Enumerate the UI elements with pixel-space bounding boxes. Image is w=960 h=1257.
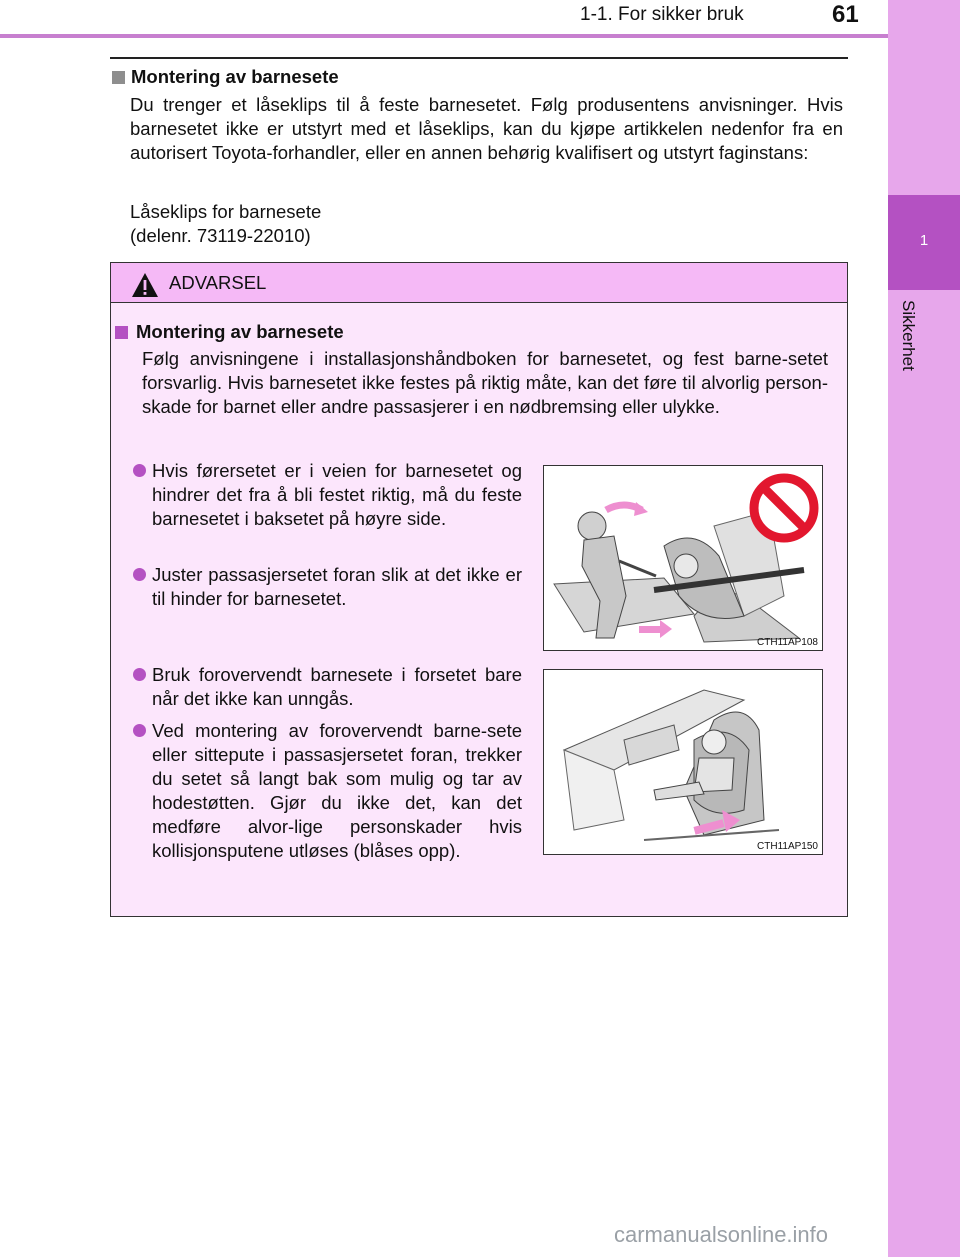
warning-box — [110, 262, 848, 917]
part-name: Låseklips for barnesete — [130, 201, 322, 222]
round-bullet-icon — [133, 724, 146, 737]
chapter-label-text: Sikkerhet — [899, 300, 918, 371]
watermark: carmanualsonline.info — [614, 1222, 829, 1247]
header-rule — [0, 34, 888, 38]
figure-rear-facing-seat — [543, 465, 823, 651]
intro-paragraph: Du trenger et låseklips til å feste barnesetet. Følg produsentens anvisninger. Hvis barnesetet ikke er utstyrt med et låseklips, kan du kjøpe artikkelen nedenfor fra en autorisert Toyota-forhandler, eller en annen behørig kvalifisert og utstyrt faginstans: — [130, 94, 843, 163]
chapter-tab-strip — [888, 0, 960, 1257]
intro-heading-text: Montering av barnesete — [131, 66, 339, 87]
warning-triangle-icon — [131, 272, 159, 298]
square-bullet-icon — [112, 71, 125, 84]
section-title: 1-1. For sikker bruk — [580, 4, 744, 25]
figure-code: CTH11AP108 — [757, 637, 818, 648]
warning-bullet-text: Hvis førersetet er i veien for barnesetet og hindrer det fra å bli festet riktig, må du feste barnesetet i baksetet på høyre side. — [152, 460, 522, 529]
warning-bullet — [133, 563, 522, 611]
warning-bullet-text: Bruk forovervendt barnesete i forsetet bare når det ikke kan unngås. — [152, 664, 522, 709]
warning-heading — [115, 321, 344, 343]
page-header — [0, 0, 888, 30]
warning-bullet-text: Ved montering av forovervendt barne-sete eller sittepute i passasjersetet foran, trekker du setet så langt bak som mulig og tar av hodestøtten. Gjør du ikke det, kan det medføre alvor-lige personskader hvis kollisjonsputene utløses (blåses opp). — [152, 720, 522, 861]
warning-bullet — [133, 663, 522, 711]
warning-bullet — [133, 459, 522, 531]
part-number: (delenr. 73119-22010) — [130, 225, 311, 246]
warning-header — [111, 263, 847, 303]
round-bullet-icon — [133, 568, 146, 581]
round-bullet-icon — [133, 464, 146, 477]
chapter-label — [896, 300, 920, 390]
warning-heading-text: Montering av barnesete — [136, 321, 344, 342]
rear-facing-seat-illustration — [544, 466, 821, 649]
warning-title: ADVARSEL — [169, 272, 267, 293]
content-rule — [110, 57, 848, 59]
figure-code: CTH11AP150 — [757, 841, 818, 852]
intro-heading — [112, 66, 339, 88]
page-number: 61 — [832, 1, 859, 28]
square-bullet-icon — [115, 326, 128, 339]
round-bullet-icon — [133, 668, 146, 681]
chapter-number: 1 — [919, 232, 929, 249]
warning-bullet — [133, 719, 522, 863]
prohibited-icon — [754, 478, 814, 538]
forward-facing-seat-illustration — [544, 670, 821, 853]
figure-forward-facing-seat — [543, 669, 823, 855]
warning-paragraph: Følg anvisningene i installasjonshåndboken for barnesetet, og fest barne-setet forsvarlig. Hvis barnesetet ikke festes på riktig måte, kan det føre til alvorlig person-skade for barnet eller andre passasjerer i en nødbremsing eller ulykke. — [142, 348, 828, 417]
warning-bullet-text: Juster passasjersetet foran slik at det ikke er til hinder for barnesetet. — [152, 564, 522, 609]
